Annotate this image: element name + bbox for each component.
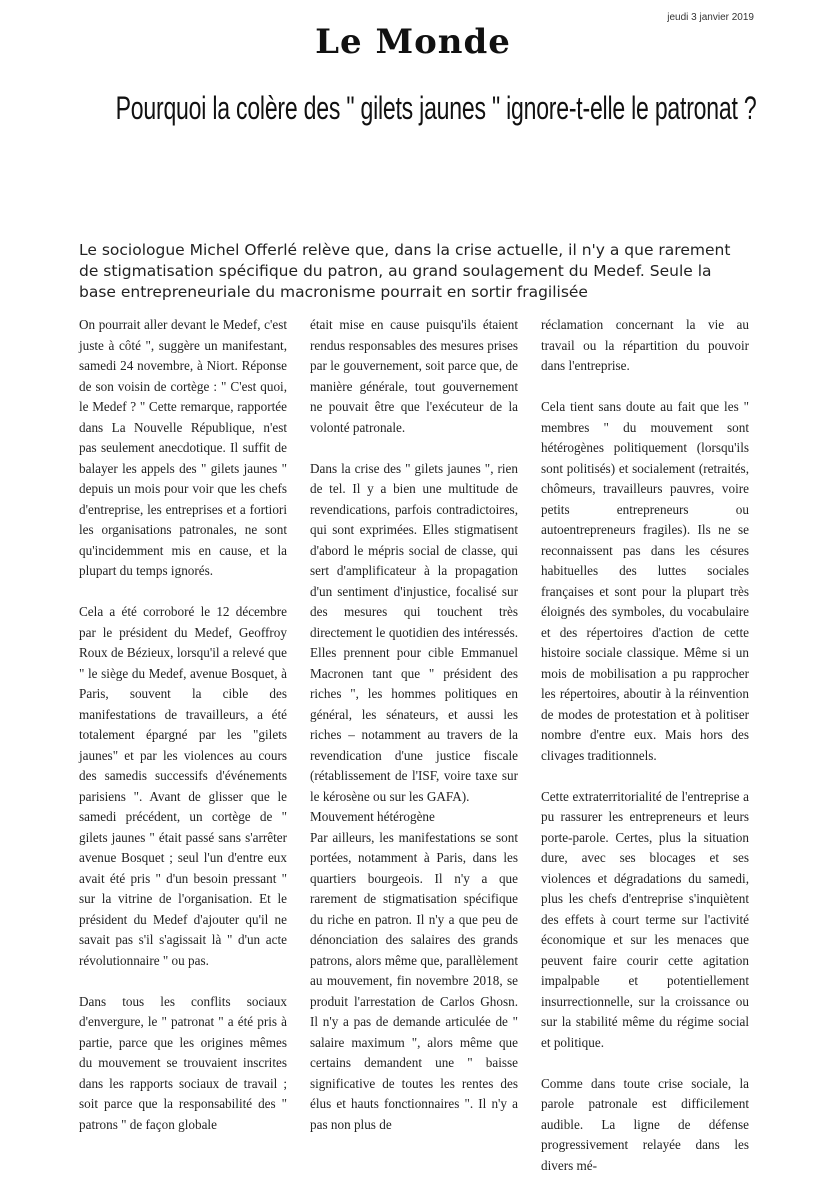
section-subheading: Mouvement hétérogène <box>310 809 435 824</box>
newspaper-masthead: Le Monde <box>315 22 511 62</box>
publication-date: jeudi 3 janvier 2019 <box>667 12 754 23</box>
paragraph: Dans la crise des " gilets jaunes ", rien de tel. Il y a bien une multitude de revendications, parfois contradictoires, qui sont exprimées. Elles stigmatisent d'abord le mépris social de classe, qui sert d'amplificateur à la propagation d'un sentiment d'injustice, focalisé sur des mesures qui touchent très directement le quotidien des intéressés. Elles prennent pour cible Emmanuel Macronen tant que " président des riches ", les hommes politiques en général, les sénateurs, et aussi les riches – notamment au travers de la revendication d'une justice fiscale (rétablissement de l'ISF, voire taxe sur le kérosène ou sur les GAFA). <box>310 460 518 804</box>
article-column-2 <box>310 315 518 1156</box>
paragraph: Par ailleurs, les manifestations se sont portées, notamment à Paris, dans les quartiers bourgeois. Il n'y a que rarement de stigmatisation spécifique du riche en patron. Il n'y a que peu de dénonciation des salaires des grands patrons, alors même que, parallèlement au mouvement, fin novembre 2018, se produit l'arrestation de Carlos Ghosn. Il n'y a pas de demande articulée de " salaire maximum ", alors même que certains demandent une " baisse significative de toutes les rentes des élus et hauts fonctionnaires ". Il n'y a pas non plus de <box>310 829 518 1132</box>
paragraph: Cela a été corroboré le 12 décembre par le président du Medef, Geoffroy Roux de Bézieux, lorsqu'il a relevé que " le siège du Medef, avenue Bosquet, à Paris, souvent la cible des manifestations de travailleurs, a été totalement épargné par les "gilets jaunes" et par les violences au cours des samedis successifs d'événements parisiens ". Avant de glisser que le samedi précédent, un cortège de " gilets jaunes " était passé sans s'arrêter avenue Bosquet ; seul l'un d'entre eux avait été pris " d'un besoin pressant " sur la vitrine de l'organisation. Et le président du Medef d'ajouter qu'il ne savait pas s'il s'agissait là " d'un acte révolutionnaire " ou pas. <box>79 604 287 968</box>
paragraph: Dans tous les conflits sociaux d'envergure, le " patronat " a été pris à partie, parce que les origines mêmes du mouvement se trouvaient inscrites dans les rapports sociaux de travail ; soit parce que la responsabilité des " patrons " de façon globale <box>79 993 287 1132</box>
paragraph: réclamation concernant la vie au travail ou la répartition du pouvoir dans l'entreprise. <box>541 317 749 373</box>
paragraph: On pourrait aller devant le Medef, c'est juste à côté ", suggère un manifestant, samedi 24 novembre, à Niort. Réponse de son voisin de cortège : " C'est quoi, le Medef ? " Cette remarque, rapportée dans La Nouvelle République, n'est pas seulement anecdotique. Il suffit de balayer les appels des " gilets jaunes " depuis un mois pour voir que les chefs d'entreprise, les entreprises et a fortiori les organisations patronales, ne sont qu'incidemment mis en cause, et la plupart du temps ignorés. <box>79 317 287 578</box>
article-headline: Pourquoi la colère des " gilets jaunes " ignore-t-elle le patronat ? <box>115 90 757 126</box>
article-column-1 <box>79 315 287 1156</box>
article-lede: Le sociologue Michel Offerlé relève que, dans la crise actuelle, il n'y a que rarement de stigmatisation spécifique du patron, au grand soulagement du Medef. Seule la base entrepreneuriale du macronisme pourrait en sortir fragilisée <box>79 241 731 301</box>
paragraph: Cette extraterritorialité de l'entreprise a pu rassurer les entrepreneurs et leurs porte-parole. Certes, plus la situation dure, avec ses blocages et ses violences et dégradations du samedi, plus les chefs d'entreprise s'inquiètent des effets à court terme sur l'activité économique et sur les menaces que peuvent faire courir cette agitation impalpable et potentiellement insurrectionnelle, sur la croissance ou sur la stabilité même du régime social et politique. <box>541 788 749 1050</box>
paragraph: était mise en cause puisqu'ils étaient rendus responsables des mesures prises par le gouvernement, soit parce que, de manière générale, tout gouvernement ne pouvait être que l'exécuteur de la volonté patronale. <box>310 317 518 435</box>
article-column-3 <box>541 315 749 1197</box>
paragraph: Comme dans toute crise sociale, la parole patronale est difficilement audible. La ligne de défense progressivement relayée dans les divers mé- <box>541 1075 749 1173</box>
paragraph: Cela tient sans doute au fait que les " membres " du mouvement sont hétérogènes politiquement (lorsqu'ils sont politisés) et socialement (retraités, chômeurs, travailleurs pauvres, voire petits entrepreneurs ou autoentrepreneurs fragiles). Ils ne se reconnaissent pas dans les césures habituelles des luttes sociales françaises et sont pour la plupart très éloignés des symboles, du vocabulaire et des répertoires d'action de cette histoire sociale classique. Même si un mois de mobilisation a pu rapprocher les répertoires, aboutir à la réinvention de modes de protestation et à politiser nombre d'entre eux. Mais hors des clivages traditionnels. <box>541 399 749 763</box>
